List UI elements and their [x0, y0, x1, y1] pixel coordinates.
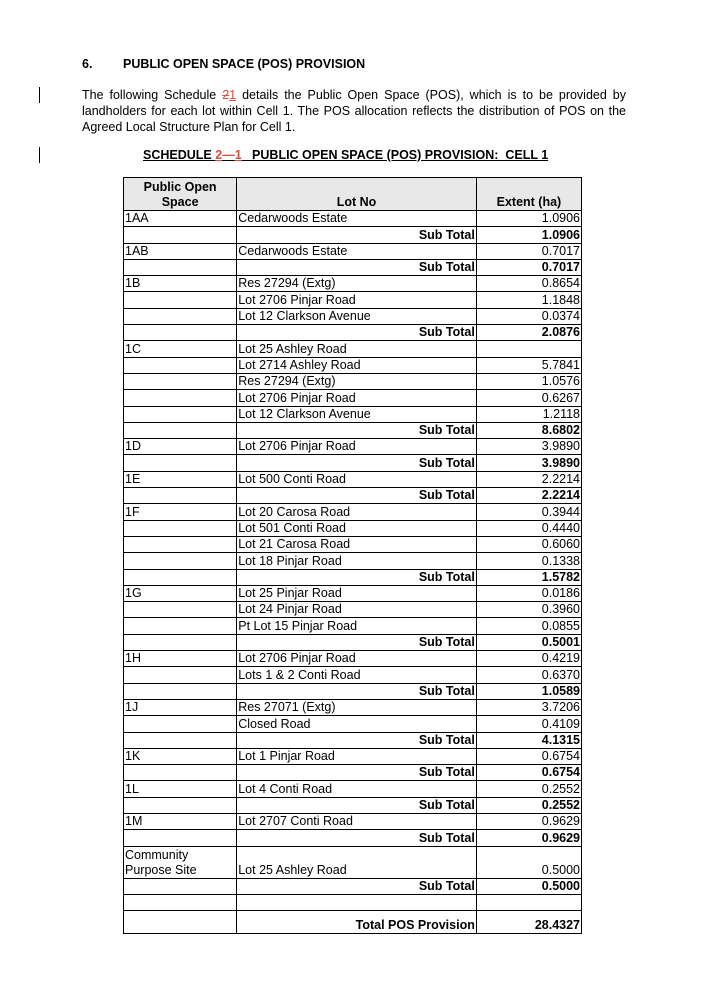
- extent-cell: 0.7017: [476, 243, 581, 259]
- subtotal-value: 0.9629: [476, 830, 581, 846]
- subtotal-label: Sub Total: [237, 797, 477, 813]
- table-row: [124, 373, 582, 389]
- extent-cell: 0.6060: [476, 536, 581, 552]
- pos-cell: [124, 553, 237, 569]
- table-row: [124, 211, 582, 227]
- extent-cell: 0.6370: [476, 667, 581, 683]
- table-row: [124, 602, 582, 618]
- extent-cell: 1.0576: [476, 373, 581, 389]
- table-body: [124, 211, 582, 934]
- extent-cell: 0.5000: [476, 846, 581, 878]
- lot-cell: Lot 2707 Conti Road: [237, 813, 477, 829]
- empty-cell: [124, 569, 237, 585]
- pos-cell: 1C: [124, 341, 237, 357]
- table-row: [124, 308, 582, 324]
- subtotal-label: Sub Total: [237, 732, 477, 748]
- subtotal-row: [124, 455, 582, 471]
- pos-cell: 1B: [124, 276, 237, 292]
- extent-cell: 0.1338: [476, 553, 581, 569]
- empty-cell: [476, 894, 581, 910]
- table-row: [124, 781, 582, 797]
- pos-cell: 1K: [124, 748, 237, 764]
- subtotal-label: Sub Total: [237, 634, 477, 650]
- table-header-row: [124, 178, 582, 211]
- extent-cell: 0.6754: [476, 748, 581, 764]
- subtotal-value: 8.6802: [476, 422, 581, 438]
- empty-cell: [124, 455, 237, 471]
- pos-cell: [124, 716, 237, 732]
- empty-cell: [124, 683, 237, 699]
- subtotal-label: Sub Total: [237, 325, 477, 341]
- extent-cell: 1.2118: [476, 406, 581, 422]
- extent-cell: 0.4440: [476, 520, 581, 536]
- table-row: [124, 243, 582, 259]
- pos-cell: 1L: [124, 781, 237, 797]
- empty-cell: [124, 422, 237, 438]
- subtotal-row: [124, 259, 582, 275]
- subtotal-row: [124, 227, 582, 243]
- extent-cell: 1.0906: [476, 211, 581, 227]
- extent-cell: 0.4109: [476, 716, 581, 732]
- pos-cell: 1F: [124, 504, 237, 520]
- subtotal-label: Sub Total: [237, 488, 477, 504]
- lot-cell: Lot 500 Conti Road: [237, 471, 477, 487]
- table-row: [124, 846, 582, 878]
- extent-cell: 0.0186: [476, 585, 581, 601]
- header-extent: Extent (ha): [476, 178, 581, 211]
- total-row: [124, 911, 582, 934]
- subtotal-value: 1.5782: [476, 569, 581, 585]
- extent-cell: 0.3944: [476, 504, 581, 520]
- empty-cell: [124, 797, 237, 813]
- extent-cell: 3.7206: [476, 699, 581, 715]
- table-row: [124, 748, 582, 764]
- header-pos: Public Open Space: [124, 178, 237, 211]
- pos-cell: [124, 618, 237, 634]
- subtotal-row: [124, 325, 582, 341]
- table-row: [124, 618, 582, 634]
- table-row: [124, 471, 582, 487]
- pos-cell: 1AA: [124, 211, 237, 227]
- subtotal-value: 1.0589: [476, 683, 581, 699]
- subtotal-label: Sub Total: [237, 830, 477, 846]
- pos-cell: [124, 357, 237, 373]
- subtotal-value: 0.6754: [476, 765, 581, 781]
- table-row: [124, 390, 582, 406]
- intro-paragraph: The following Schedule 21 details the Public Open Space (POS), which is to be provided by landholders for each lot within Cell 1. The POS allocation reflects the distribution of POS on the Agreed Local Structure Plan for Cell 1.: [82, 88, 626, 134]
- subtotal-value: 0.5000: [476, 878, 581, 894]
- pos-cell: [124, 308, 237, 324]
- extent-cell: 0.0374: [476, 308, 581, 324]
- subtotal-row: [124, 683, 582, 699]
- change-bar: [39, 147, 40, 163]
- inserted-text: 1: [234, 148, 242, 162]
- lot-cell: Lot 20 Carosa Road: [237, 504, 477, 520]
- subtotal-label: Sub Total: [237, 227, 477, 243]
- empty-cell: [124, 894, 237, 910]
- blank-row: [124, 894, 582, 910]
- lot-cell: Lot 1 Pinjar Road: [237, 748, 477, 764]
- table-row: [124, 439, 582, 455]
- table-row: [124, 536, 582, 552]
- empty-cell: [124, 227, 237, 243]
- subtotal-value: 1.0906: [476, 227, 581, 243]
- subtotal-label: Sub Total: [237, 259, 477, 275]
- table-row: [124, 520, 582, 536]
- section-title: PUBLIC OPEN SPACE (POS) PROVISION: [123, 57, 366, 71]
- pos-cell: [124, 536, 237, 552]
- pos-cell: [124, 602, 237, 618]
- total-label: Total POS Provision: [237, 911, 477, 934]
- subtotal-row: [124, 830, 582, 846]
- section-number: 6.: [82, 57, 93, 71]
- lot-cell: Res 27294 (Extg): [237, 276, 477, 292]
- subtotal-value: 3.9890: [476, 455, 581, 471]
- extent-cell: [476, 341, 581, 357]
- subtotal-value: 2.2214: [476, 488, 581, 504]
- change-bar: [39, 87, 40, 103]
- table-row: [124, 504, 582, 520]
- schedule-title: SCHEDULE 2—1 PUBLIC OPEN SPACE (POS) PROVISION: CELL 1: [143, 148, 549, 162]
- total-value: 28.4327: [476, 911, 581, 934]
- subtotal-label: Sub Total: [237, 455, 477, 471]
- lot-cell: Lot 25 Ashley Road: [237, 341, 477, 357]
- pos-cell: Community Purpose Site: [124, 846, 237, 878]
- table-row: [124, 341, 582, 357]
- extent-cell: 1.1848: [476, 292, 581, 308]
- pos-table: [123, 177, 582, 934]
- pos-cell: [124, 520, 237, 536]
- pos-cell: 1AB: [124, 243, 237, 259]
- lot-cell: Lot 21 Carosa Road: [237, 536, 477, 552]
- pos-cell: [124, 390, 237, 406]
- subtotal-row: [124, 569, 582, 585]
- extent-cell: 2.2214: [476, 471, 581, 487]
- lot-cell: Lot 25 Ashley Road: [237, 846, 477, 878]
- lot-cell: Res 27071 (Extg): [237, 699, 477, 715]
- lot-cell: Lot 2706 Pinjar Road: [237, 439, 477, 455]
- subtotal-label: Sub Total: [237, 683, 477, 699]
- extent-cell: 0.0855: [476, 618, 581, 634]
- pos-cell: 1E: [124, 471, 237, 487]
- empty-cell: [124, 634, 237, 650]
- lot-cell: Lot 4 Conti Road: [237, 781, 477, 797]
- table-row: [124, 553, 582, 569]
- subtotal-value: 0.7017: [476, 259, 581, 275]
- lot-cell: Res 27294 (Extg): [237, 373, 477, 389]
- extent-cell: 0.8654: [476, 276, 581, 292]
- extent-cell: 0.2552: [476, 781, 581, 797]
- table-row: [124, 699, 582, 715]
- pos-cell: [124, 667, 237, 683]
- deleted-text: 2: [215, 148, 223, 162]
- lot-cell: Pt Lot 15 Pinjar Road: [237, 618, 477, 634]
- extent-cell: 0.9629: [476, 813, 581, 829]
- lot-cell: Closed Road: [237, 716, 477, 732]
- subtotal-label: Sub Total: [237, 878, 477, 894]
- lot-cell: Lot 18 Pinjar Road: [237, 553, 477, 569]
- pos-cell: 1H: [124, 651, 237, 667]
- lot-cell: Lot 2714 Ashley Road: [237, 357, 477, 373]
- extent-cell: 0.4219: [476, 651, 581, 667]
- lot-cell: Lot 24 Pinjar Road: [237, 602, 477, 618]
- empty-cell: [124, 732, 237, 748]
- deleted-text: 2: [222, 88, 230, 102]
- lot-cell: Lot 12 Clarkson Avenue: [237, 406, 477, 422]
- subtotal-value: 4.1315: [476, 732, 581, 748]
- subtotal-row: [124, 765, 582, 781]
- empty-cell: [124, 911, 237, 934]
- table-row: [124, 651, 582, 667]
- table-row: [124, 585, 582, 601]
- table-row: [124, 667, 582, 683]
- pos-cell: 1D: [124, 439, 237, 455]
- empty-cell: [124, 878, 237, 894]
- pos-cell: [124, 406, 237, 422]
- lot-cell: Lot 2706 Pinjar Road: [237, 390, 477, 406]
- lot-cell: Lot 12 Clarkson Avenue: [237, 308, 477, 324]
- table-row: [124, 276, 582, 292]
- subtotal-row: [124, 488, 582, 504]
- subtotal-label: Sub Total: [237, 569, 477, 585]
- subtotal-value: 2.0876: [476, 325, 581, 341]
- lot-cell: Cedarwoods Estate: [237, 211, 477, 227]
- pos-cell: [124, 373, 237, 389]
- extent-cell: 0.3960: [476, 602, 581, 618]
- subtotal-label: Sub Total: [237, 765, 477, 781]
- extent-cell: 0.6267: [476, 390, 581, 406]
- empty-cell: [124, 259, 237, 275]
- table-row: [124, 813, 582, 829]
- lot-cell: Lot 2706 Pinjar Road: [237, 651, 477, 667]
- lot-cell: Lot 2706 Pinjar Road: [237, 292, 477, 308]
- subtotal-value: 0.2552: [476, 797, 581, 813]
- subtotal-label: Sub Total: [237, 422, 477, 438]
- section-heading: [82, 57, 365, 71]
- subtotal-row: [124, 422, 582, 438]
- subtotal-row: [124, 732, 582, 748]
- table-row: [124, 406, 582, 422]
- table-row: [124, 716, 582, 732]
- subtotal-row: [124, 797, 582, 813]
- header-lot: Lot No: [237, 178, 477, 211]
- pos-cell: 1M: [124, 813, 237, 829]
- subtotal-value: 0.5001: [476, 634, 581, 650]
- pos-cell: 1G: [124, 585, 237, 601]
- lot-cell: Lots 1 & 2 Conti Road: [237, 667, 477, 683]
- subtotal-row: [124, 634, 582, 650]
- extent-cell: 3.9890: [476, 439, 581, 455]
- lot-cell: Cedarwoods Estate: [237, 243, 477, 259]
- pos-cell: 1J: [124, 699, 237, 715]
- lot-cell: Lot 25 Pinjar Road: [237, 585, 477, 601]
- table-row: [124, 357, 582, 373]
- table-row: [124, 292, 582, 308]
- inserted-text: 1: [229, 88, 237, 102]
- empty-cell: [237, 894, 477, 910]
- subtotal-row: [124, 878, 582, 894]
- empty-cell: [124, 488, 237, 504]
- empty-cell: [124, 830, 237, 846]
- empty-cell: [124, 325, 237, 341]
- lot-cell: Lot 501 Conti Road: [237, 520, 477, 536]
- extent-cell: 5.7841: [476, 357, 581, 373]
- pos-cell: [124, 292, 237, 308]
- empty-cell: [124, 765, 237, 781]
